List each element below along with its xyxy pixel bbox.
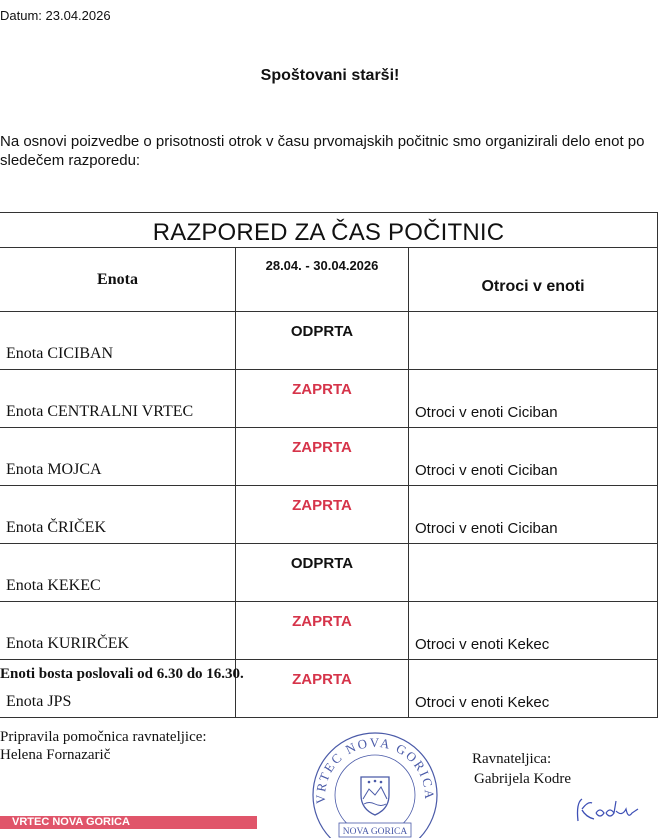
kids-cell: Otroci v enoti Ciciban: [409, 428, 658, 486]
stamp-banner-text: NOVA GORICA: [342, 827, 408, 837]
table-row: [0, 370, 658, 428]
table-row: [0, 486, 658, 544]
kids-cell: [409, 312, 658, 370]
coat-of-arms-icon: [361, 777, 389, 815]
prepared-by-role: Pripravila pomočnica ravnateljice:: [0, 729, 207, 745]
footer-brand-bar: VRTEC NOVA GORICA: [0, 816, 257, 829]
status-closed-cell: ZAPRTA: [236, 370, 409, 428]
unit-cell: Enota CICIBAN: [0, 312, 236, 370]
kids-cell: Otroci v enoti Ciciban: [409, 486, 658, 544]
table-row: [0, 312, 658, 370]
table-row: [0, 544, 658, 602]
kids-cell: Otroci v enoti Kekec: [409, 602, 658, 660]
date-line: Datum: 23.04.2026: [0, 8, 111, 23]
status-open-cell: ODPRTA: [236, 312, 409, 370]
status-closed-cell: ZAPRTA: [236, 602, 409, 660]
table-row: [0, 428, 658, 486]
table-row: [0, 602, 658, 660]
prepared-by: [0, 728, 207, 764]
director-role: Ravnateljica:: [472, 751, 552, 767]
header-kids: Otroci v enoti: [409, 248, 658, 312]
kids-cell: Otroci v enoti Ciciban: [409, 370, 658, 428]
status-closed-cell: ZAPRTA: [236, 660, 409, 718]
header-period: 28.04. - 30.04.2026: [236, 248, 409, 312]
schedule-table: [0, 212, 658, 718]
official-stamp: [305, 725, 440, 838]
stamp-outer-text: VRTEC NOVA GORICA: [312, 734, 438, 805]
unit-cell: Enota MOJCA: [0, 428, 236, 486]
unit-cell: Enota KEKEC: [0, 544, 236, 602]
schedule-title: RAZPORED ZA ČAS POČITNIC: [0, 213, 658, 248]
unit-cell: Enota KURIRČEK: [0, 602, 236, 660]
status-closed-cell: ZAPRTA: [236, 486, 409, 544]
unit-cell: Enota CENTRALNI VRTEC: [0, 370, 236, 428]
hours-note: Enoti bosta poslovali od 6.30 do 16.30.: [0, 666, 244, 682]
director-signature: [572, 795, 652, 825]
greeting-heading: Spoštovani starši!: [260, 67, 400, 84]
schedule-body: [0, 312, 658, 718]
kids-cell: [409, 544, 658, 602]
status-closed-cell: ZAPRTA: [236, 428, 409, 486]
prepared-by-name: Helena Fornazarič: [0, 747, 111, 763]
unit-cell: Enota ČRIČEK: [0, 486, 236, 544]
status-open-cell: ODPRTA: [236, 544, 409, 602]
intro-paragraph: Na osnovi poizvedbe o prisotnosti otrok v času prvomajskih počitnic smo organizirali delo enot po sledečem razporedu:: [0, 133, 645, 169]
header-unit: Enota: [0, 248, 236, 312]
director-name: Gabrijela Kodre: [474, 771, 572, 787]
kids-cell: Otroci v enoti Kekec: [409, 660, 658, 718]
director-block: [472, 749, 571, 789]
unit-cell: Enota JPS: [0, 660, 236, 718]
